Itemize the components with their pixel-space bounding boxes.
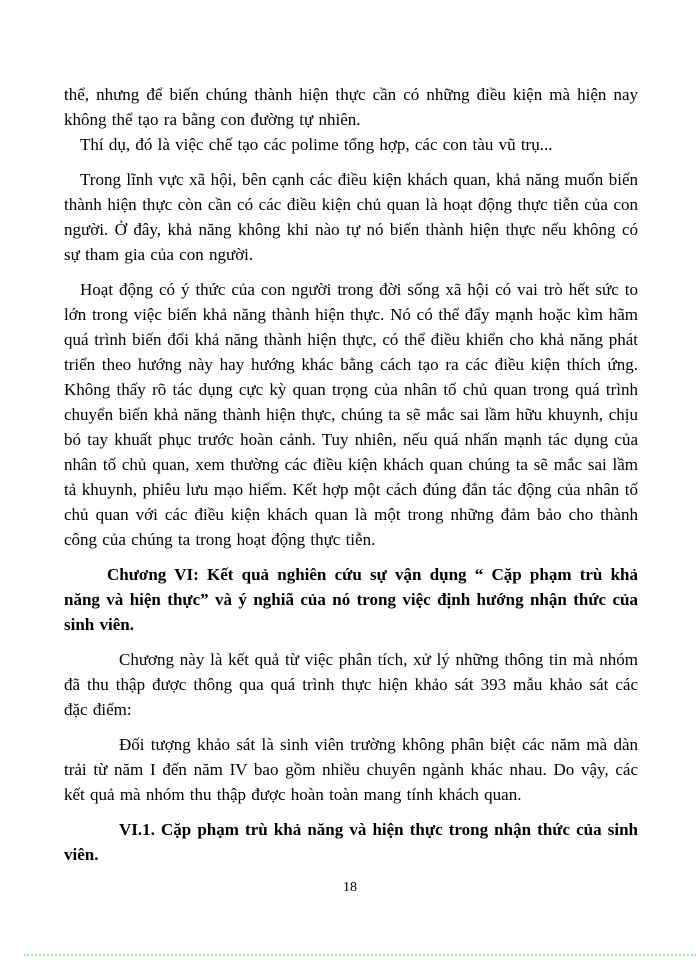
document-content (64, 82, 638, 877)
paragraph-example: Thí dụ, đó là việc chế tạo các polime tổng hợp, các con tàu vũ trụ... (80, 135, 553, 154)
chapter-heading: Chương VI: Kết quả nghiên cứu sự vận dụng “ Cặp phạm trù khả năng và hiện thực” và ý nghiã của nó trong việc định hướng nhận thức của sinh viên. (64, 565, 638, 634)
paragraph-social-conditions: Trong lĩnh vực xã hội, bên cạnh các điều kiện khách quan, khả năng muốn biến thành hiện thực còn cần có các điều kiện chủ quan là hoạt động thực tiễn của con người. Ở đây, khả năng không khi nào tự nó biến thành hiện thực nếu không có sự tham gia của con người. (64, 170, 638, 264)
paragraph-conscious-activity: Hoạt động có ý thức của con người trong đời sống xã hội có vai trò hết sức to lớn trong việc biến khả năng thành hiện thực. Nó có thể đẩy mạnh hoặc kìm hãm quá trình biến đổi khả năng thành hiện thực, có thể điều khiển cho khả năng phát triển theo hướng này hay hướng khác bằng cách tạo ra các điều kiện thích ứng. Không thấy rõ tác dụng cực kỳ quan trọng của nhân tố chủ quan trong quá trình chuyển biến khả năng thành hiện thực, chúng ta sẽ mắc sai lầm hữu khuynh, chịu bó tay khuất phục trước hoàn cảnh. Tuy nhiên, nếu quá nhấn mạnh tác dụng của nhân tố chủ quan, xem thường các điều kiện khách quan chúng ta sẽ mắc sai lầm tả khuynh, phiêu lưu mạo hiểm. Kết hợp một cách đúng đắn tác động của nhân tố chủ quan với các điều kiện khách quan là một trong những đảm bảo cho thành công của chúng ta trong hoạt động thực tiễn. (64, 280, 638, 549)
page-break-dotted-line (24, 954, 696, 956)
paragraph-survey-subjects: Đối tượng khảo sát là sinh viên trường không phân biệt các năm mà dàn trải từ năm I đến năm IV bao gồm nhiều chuyên ngành khác nhau. Do vậy, các kết quả mà nhóm thu thập được hoàn toàn mang tính khách quan. (64, 735, 638, 804)
paragraph-continuation: thể, nhưng để biến chúng thành hiện thực cần có những điều kiện mà hiện nay không thể tạo ra bằng con đường tự nhiên. (64, 85, 638, 129)
page-number: 18 (343, 880, 357, 895)
section-heading: VI.1. Cặp phạm trù khả năng và hiện thực trong nhận thức của sinh viên. (64, 820, 638, 864)
paragraph-survey-intro: Chương này là kết quả từ việc phân tích, xử lý những thông tin mà nhóm đã thu thập được thông qua quá trình thực hiện khảo sát 393 mẫu khảo sát các đặc điểm: (64, 650, 638, 719)
